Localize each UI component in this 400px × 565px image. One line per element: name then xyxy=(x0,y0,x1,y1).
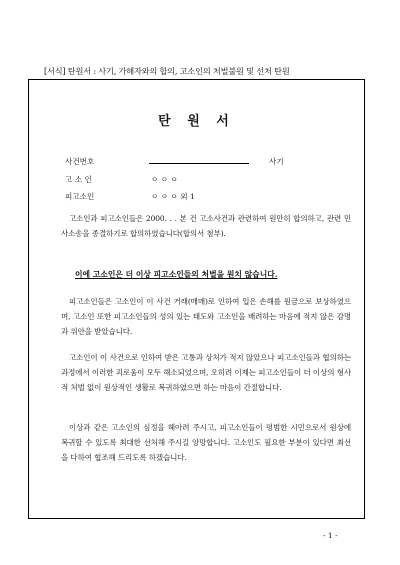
paragraph-leniency-request: 이상과 같은 고소인의 심정을 헤아려 주시고, 피고소인들이 평범한 시민으로서 원상에 복귀할 수 있도록 최대한 선처해 주시길 앙망합니다. 고소인도 필요한 부분이 있다면 최선을 다하여 협조해 드리도록 하겠습니다. xyxy=(61,423,351,462)
accused-field xyxy=(65,191,195,202)
complainant-label: 고 소 인 xyxy=(65,175,92,184)
case-number-field xyxy=(65,156,284,167)
paragraph-no-punishment: 이에 고소인은 더 이상 피고소인들의 처벌을 원치 않습니다. xyxy=(75,270,278,279)
case-number-blank xyxy=(149,157,249,164)
accused-label: 피고소인 xyxy=(65,192,95,201)
header-caption: [서식] 탄원서 : 사기, 가해자와의 합의, 고소인의 처벌불원 및 선처 탄원 xyxy=(44,66,290,76)
document-title: 탄 원 서 xyxy=(158,114,235,129)
complainant-value: ㅇ ㅇ ㅇ xyxy=(151,175,178,184)
accused-value: ㅇ ㅇ ㅇ 외 1 xyxy=(151,192,195,201)
paragraph-agreement: 고소인과 피고소인들은 2000. . . 본 건 고소사건과 관련하여 원만히 합의하고, 관련 민사소송을 종결하기로 합의하였습니다(합의서 첨부). xyxy=(61,214,351,238)
paragraph-compensation: 피고소인들은 고소인이 이 사건 거래(매매)로 인하여 입은 손해를 원금으로 보상하였으며, 고소인 또한 피고소인들의 성의 있는 태도와 고소인을 배려하는 마음에 적지 않은 감명과 위안을 받았습니다. xyxy=(61,297,351,336)
case-number-label: 사건번호 xyxy=(65,157,95,166)
case-type: 사기 xyxy=(269,157,284,166)
complainant-field xyxy=(65,174,178,185)
paragraph-resolution: 고소인이 이 사건으로 인하여 받은 고통과 상처가 적지 않았으나 피고소인들과 협의하는 과정에서 이러한 괴로움이 모두 해소되었으며, 오히려 이제는 피고소인들이 더 이상의 형사적 처벌 없이 원상적인 생활로 복귀하였으면 하는 마음이 간절합니다. xyxy=(61,353,351,392)
document-frame xyxy=(28,79,365,519)
page-number: - 1 - xyxy=(323,531,338,540)
